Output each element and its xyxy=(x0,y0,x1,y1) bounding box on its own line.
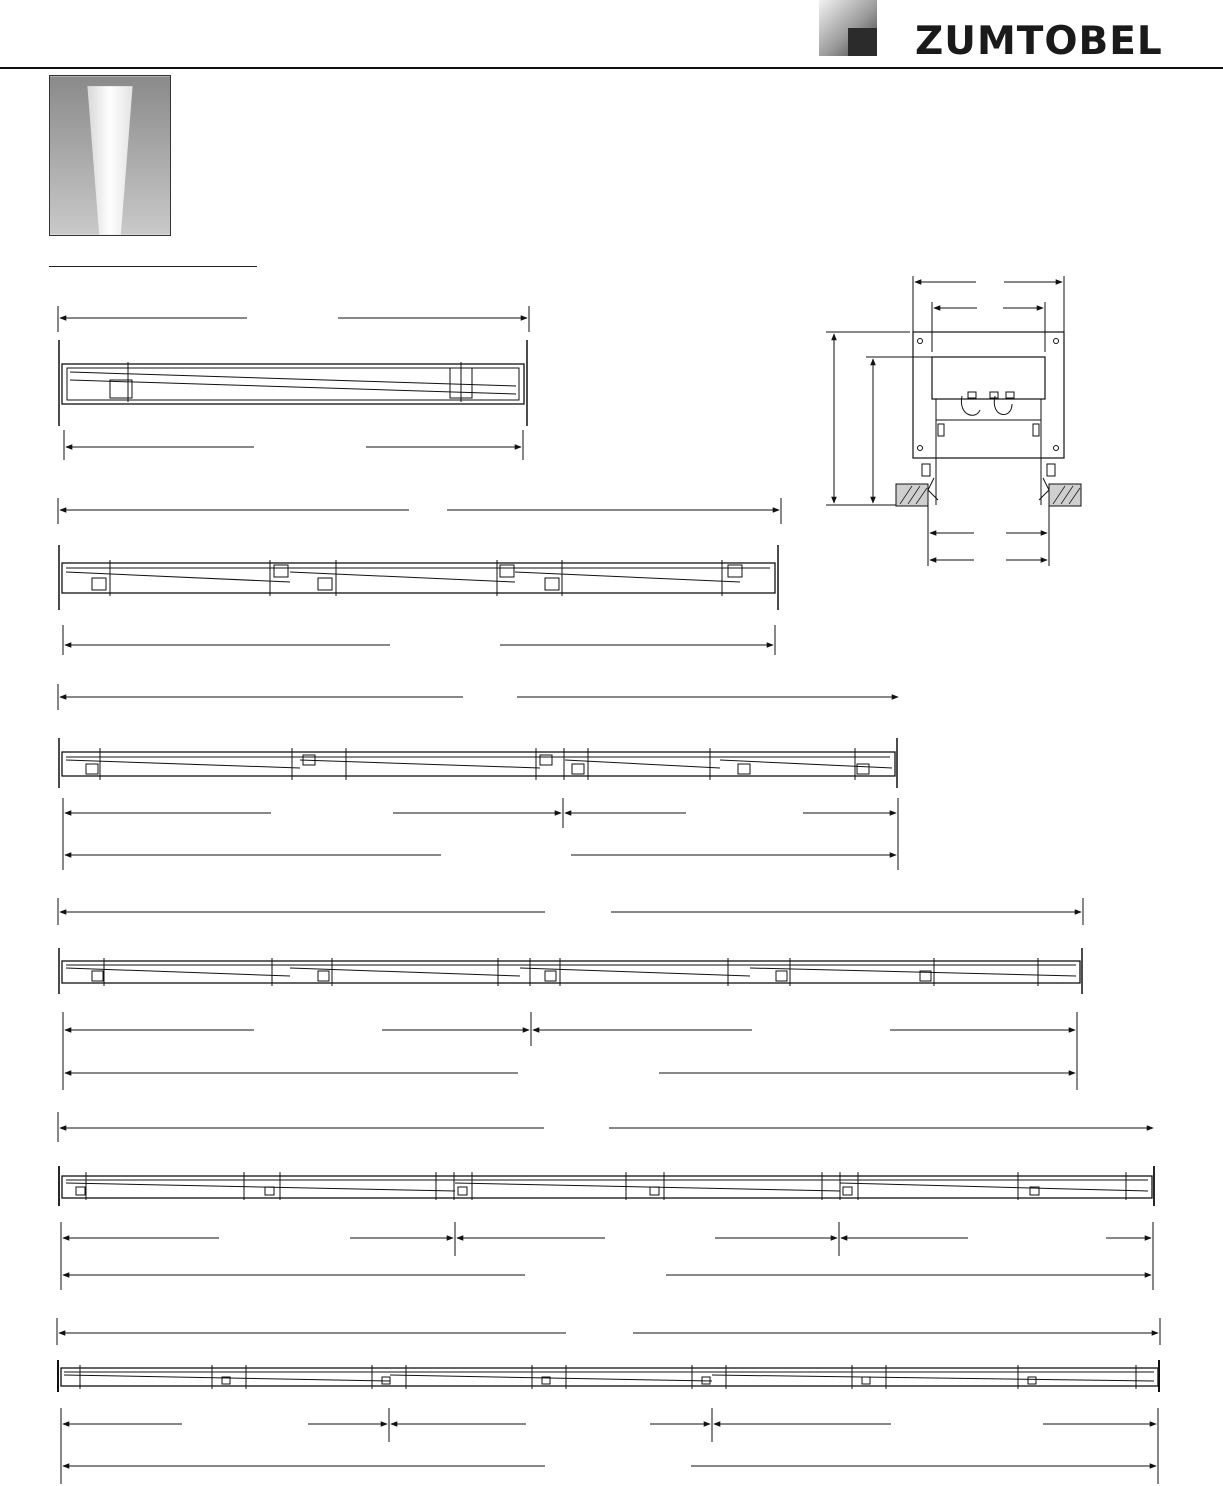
plan-view-6 xyxy=(57,1318,1160,1484)
plan-view-3 xyxy=(58,684,898,870)
plan-view-2 xyxy=(58,498,781,655)
plan-view-5 xyxy=(58,1112,1154,1290)
plan-view-1 xyxy=(58,306,529,460)
cross-section-view xyxy=(826,276,1081,566)
plan-view-4 xyxy=(58,898,1083,1090)
brand-logo: ZUMTOBEL xyxy=(915,19,1163,64)
